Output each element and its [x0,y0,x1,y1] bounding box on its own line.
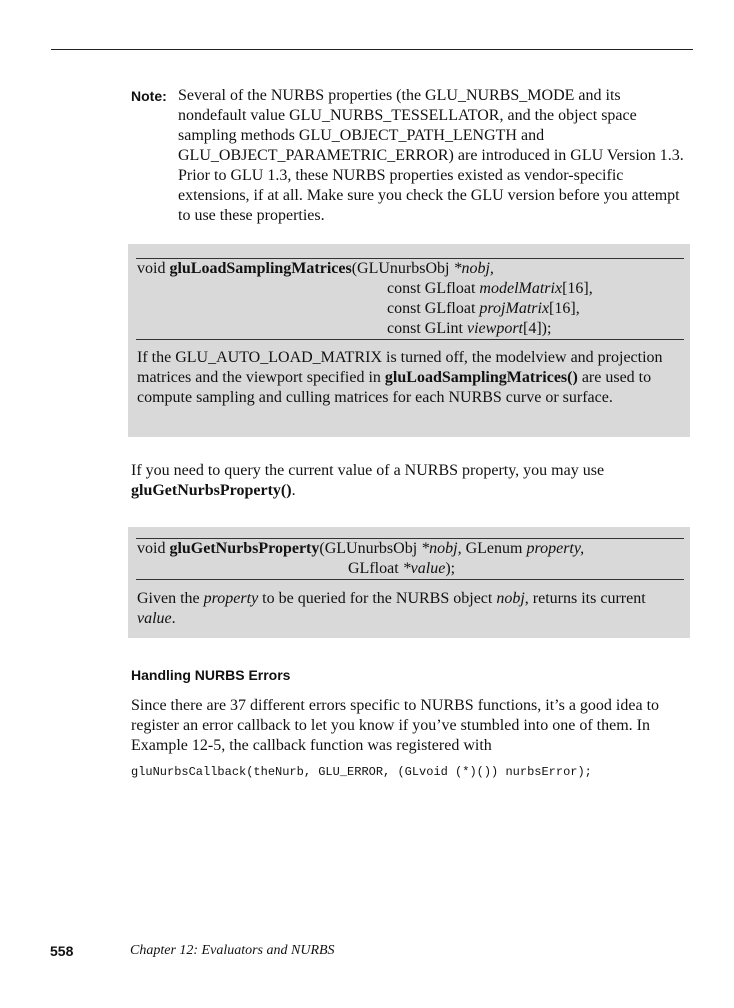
code-line: gluNurbsCallback(theNurb, GLU_ERROR, (GLvoid (*)()) nurbsError); [131,765,592,779]
function-signature: void gluGetNurbsProperty(GLUnurbsObj *nobj, GLenum property, [137,540,585,557]
body-paragraph: If you need to query the current value of a NURBS property, you may use gluGetNurbsProperty(). [131,462,605,499]
argument-line: const GLint viewport[4]); [387,320,552,337]
note-text: Several of the NURBS properties (the GLU_NURBS_MODE and its nondefault value GLU_NURBS_TESSELLATOR, and the object space sampling methods GLU_OBJECT_PATH_LENGTH and GLU_OBJECT_PARAMETRIC_ERROR) are introduced in GLU Version 1.3. Prior to GLU 1.3, these NURBS properties existed as vendor-specific extensions, if at all. Make sure you check the GLU version before you attempt to use these properties. [178,87,684,224]
body-paragraph: Since there are 37 different errors specific to NURBS functions, it’s a good idea to register an error callback to let you know if you’ve stumbled into one of them. In Example 12-5, the callback function was registered with [131,697,660,754]
prototype-box-gluLoadSamplingMatrices [128,244,690,437]
argument-line: GLfloat *value); [348,560,456,577]
page-number: 558 [50,943,74,959]
prototype-box-gluGetNurbsProperty [128,527,690,638]
function-name: gluGetNurbsProperty [169,540,320,557]
note-block [131,86,691,226]
function-signature: void gluLoadSamplingMatrices(GLUnurbsObj *nobj, [137,260,494,277]
note-label: Note: [131,88,167,104]
argument-line: const GLfloat projMatrix[16], [387,300,580,317]
running-head: Chapter 12: Evaluators and NURBS [130,943,335,958]
argument-line: const GLfloat modelMatrix[16], [387,280,593,297]
function-name: gluLoadSamplingMatrices [169,260,352,277]
function-description: Given the property to be queried for the NURBS object nobj, returns its current value. [137,590,646,627]
prototype-bottom-rule [136,579,684,580]
function-description: If the GLU_AUTO_LOAD_MATRIX is turned off, the modelview and projection matrices and the viewport specified in gluLoadSamplingMatrices() are used to compute sampling and culling matrices for each NURBS curve or surface. [137,349,663,406]
prototype-bottom-rule [136,339,684,340]
section-heading: Handling NURBS Errors [131,667,291,683]
top-rule [51,49,693,50]
